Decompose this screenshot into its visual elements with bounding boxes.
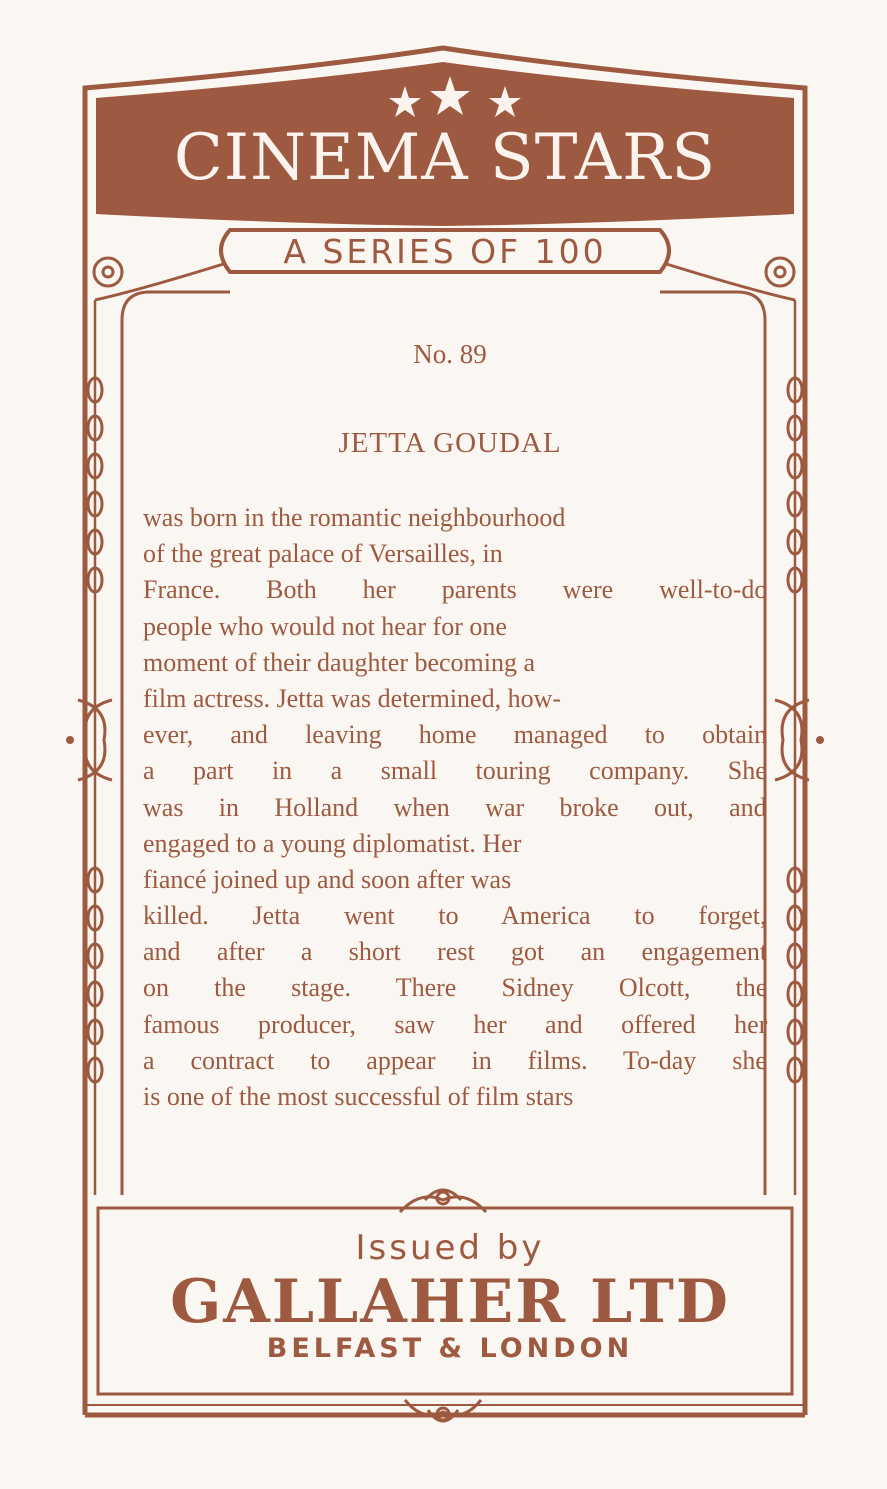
company-name: GALLAHER LTD: [170, 1267, 730, 1337]
company-location: BELFAST & LONDON: [266, 1333, 634, 1364]
bio-line: ever, and leaving home managed to obtain: [143, 720, 768, 750]
footer-bottom-ornament-icon: [405, 1400, 481, 1421]
bio-line: film actress. Jetta was determined, how-: [143, 683, 562, 713]
left-rosette-icon: [94, 258, 122, 286]
bio-line: and after a short rest got an engagement: [143, 937, 768, 967]
series-label: A SERIES OF 100: [283, 232, 607, 271]
card-title: CINEMA STARS: [173, 121, 717, 195]
bio-line: fiancé joined up and soon after was: [143, 864, 512, 894]
biography-text: [143, 500, 767, 1115]
bio-line: of the great palace of Versailles, in: [143, 539, 503, 569]
star-name: JETTA GOUDAL: [338, 427, 562, 459]
card-number: No. 89: [413, 339, 487, 369]
bio-line: was in Holland when war broke out, and: [143, 792, 767, 822]
bio-line: on the stage. There Sidney Olcott, the: [143, 973, 768, 1003]
bio-line: is one of the most successful of film stars: [143, 1082, 574, 1111]
bio-line: engaged to a young diplomatist. Her: [143, 828, 522, 858]
bio-line: France. Both her parents were well-to-do: [143, 575, 768, 605]
issued-by-label: Issued by: [355, 1228, 545, 1268]
bio-line: killed. Jetta went to America to forget,: [143, 901, 767, 931]
bio-line: people who would not hear for one: [143, 611, 507, 641]
bio-line: a part in a small touring company. She: [143, 756, 767, 786]
bio-line: a contract to appear in films. To-day she: [143, 1045, 767, 1075]
right-rosette-icon: [766, 258, 794, 286]
bio-line: was born in the romantic neighbourhood: [143, 503, 566, 532]
bio-line: moment of their daughter becoming a: [143, 647, 536, 677]
bio-line: famous producer, saw her and offered her: [143, 1009, 768, 1039]
